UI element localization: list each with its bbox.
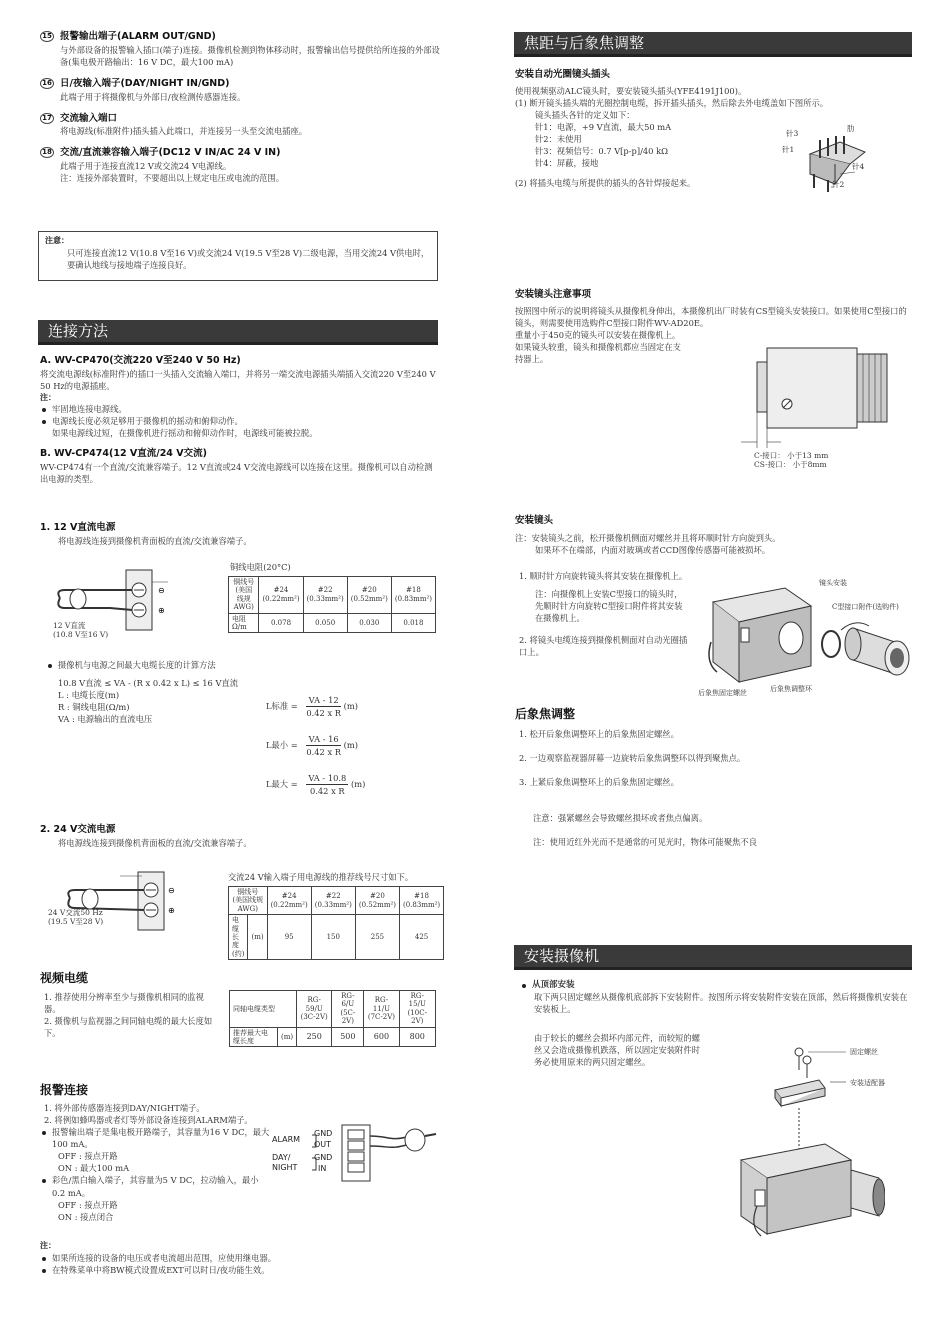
bullet-sub: OFF : 接点开路 bbox=[58, 1199, 118, 1210]
svg-text:⊖: ⊖ bbox=[158, 586, 165, 595]
alarm-section bbox=[40, 1082, 270, 1223]
list-item: 3. 上紧后象焦调整环上的后象焦固定螺丝。 bbox=[519, 777, 679, 788]
table-unit: (m) bbox=[248, 915, 267, 960]
formula-lhs: L标准 = bbox=[266, 701, 298, 712]
dc-voltage-label: 12 V直流 bbox=[53, 621, 86, 630]
formula-unit: (m) bbox=[350, 779, 366, 790]
list-item: 2. 将镜头电缆连接到摄像机侧面对自动光圈插口上。 bbox=[519, 635, 688, 658]
table-header: #18 (0.83mm²) bbox=[391, 577, 435, 614]
resistance-table bbox=[228, 576, 436, 633]
table-cell: 95 bbox=[267, 915, 311, 960]
pin-def: 针1：电源，+9 V直流，最大50 mA bbox=[535, 121, 672, 132]
table-row-header: 电缆长度 (约) bbox=[229, 915, 248, 960]
list-item: 2. 摄像机与监视器之间同轴电缆的最大长度如下。 bbox=[44, 1016, 213, 1039]
coax-table bbox=[229, 990, 436, 1047]
note-cont: 如果环不在端部，内面对玻璃或者CCD图像传感器可能被损坏。 bbox=[535, 544, 771, 555]
plug-label-pin1: 针1 bbox=[782, 145, 795, 154]
table-cell: 255 bbox=[355, 915, 399, 960]
svg-text:⊕: ⊕ bbox=[158, 606, 165, 615]
label-fix-screw: 固定螺丝 bbox=[850, 1048, 878, 1056]
bullet-item: 报警输出端子是集电极开路端子，其容量为16 V DC，最大100 mA。 bbox=[40, 1126, 270, 1150]
list-item: 1. 顺时针方向旋转镜头将其安装在摄像机上。 bbox=[519, 571, 688, 581]
terminal-title: 交流输入端口 bbox=[60, 112, 118, 124]
alarm-label: ALARM bbox=[272, 1135, 301, 1144]
table-header: 铜线号 (美国线规AWG) bbox=[229, 887, 268, 915]
dc-range-label: (10.8 V至16 V) bbox=[53, 630, 109, 639]
section-title: 报警连接 bbox=[40, 1083, 89, 1097]
table-cell: 425 bbox=[400, 915, 444, 960]
terminal-title: 交流/直流兼容输入端子(DC12 V IN/AC 24 V IN) bbox=[60, 147, 281, 159]
note: 注：使用近红外光而不是通常的可见光时，物体可能聚焦不良 bbox=[533, 837, 758, 848]
list-item: (1) 断开镜头插头端的光圈控制电缆，拆开插头插头，然后除去外电缆盖如下图所示。 bbox=[515, 97, 829, 108]
label-lens: 镜头安装 bbox=[819, 579, 847, 587]
paragraph: WV-CP474有一个直流/交流兼容端子。12 V直流或24 V交流电源线可以连接在这里。摄像机可以自动检测出电源的类型。 bbox=[40, 462, 433, 485]
section-title: 视频电缆 bbox=[40, 971, 89, 985]
formula-unit: (m) bbox=[343, 701, 359, 712]
terminal-title: 报警输出端子(ALARM OUT/GND) bbox=[60, 31, 216, 42]
lens-mount-diagram bbox=[705, 582, 915, 692]
terminal-item-15 bbox=[40, 30, 440, 68]
dc-power bbox=[40, 521, 440, 547]
paragraph: 由于较长的螺丝会损坏内部元件，而较短的螺丝又会造成摄像机跌落，所以固定安装附件时务必使用原来的两只固定螺丝。 bbox=[534, 1033, 700, 1068]
legend-line: VA : 电源输出的直流电压 bbox=[58, 714, 153, 725]
paragraph: 将交流电源线(标准附件)的插口一头插入交流输入端口，并将另一端交流电源插头端插入交流220 V至240 V 50 Hz的电源插座。 bbox=[40, 368, 436, 391]
denominator: 0.42 x R bbox=[306, 708, 342, 719]
gnd-label: GND bbox=[314, 1129, 333, 1138]
denominator: 0.42 x R bbox=[309, 786, 345, 797]
bullet-cont: 如果电源线过短，在摄像机进行摇动和俯仰动作时，电源线可能被拉脱。 bbox=[52, 428, 318, 439]
table-header: #22 (0.33mm²) bbox=[303, 577, 347, 614]
plug-label-shell: 肋 bbox=[847, 124, 855, 133]
list-item: 1. 将外部传感器连接到DAY/NIGHT端子。 bbox=[44, 1103, 205, 1114]
table-cell: 800 bbox=[399, 1027, 435, 1047]
bullet-item: 电源线长度必须足够用于摄像机的摇动和俯仰动作。 bbox=[40, 415, 440, 427]
connect-section bbox=[40, 354, 440, 485]
label-cmount: C型接口附件(选购件) bbox=[832, 603, 899, 611]
plug-label-pin3: 针3 bbox=[786, 129, 799, 138]
lens-mount-section bbox=[515, 514, 915, 556]
terminal-title: 日/夜输入端子(DAY/NIGHT IN/GND) bbox=[60, 77, 230, 89]
legend-line: L : 电缆长度(m) bbox=[58, 690, 120, 701]
table-caption: 铜线电阻(20°C) bbox=[230, 562, 291, 572]
backfocus-section bbox=[515, 706, 915, 848]
pin-def: 针4：屏蔽，接地 bbox=[535, 157, 599, 168]
camera-side-diagram bbox=[735, 342, 895, 452]
plug-label-pin2: 针2 bbox=[832, 180, 845, 189]
night-label: NIGHT bbox=[272, 1163, 298, 1172]
label-adapter: 安装适配器 bbox=[850, 1079, 885, 1087]
subsection-title: A. WV-CP470(交流220 V至240 V 50 Hz) bbox=[40, 355, 241, 366]
table-header: RG-15/U (10C-2V) bbox=[399, 991, 435, 1028]
circled-number: 16 bbox=[40, 78, 54, 89]
paragraph: 按照图中所示的说明将镜头从摄像机身伸出，本摄像机出厂时装有CS型镜头安装接口。如果使用C型接口的镜头，则需要使用选购件C型接口附件WV-AD20E。 bbox=[515, 305, 907, 328]
ac-power bbox=[40, 823, 440, 849]
paragraph: 重量小于450克的镜头可以安装在摄像机上。如果镜头较重，镜头和摄像机都应当固定在支持器上。 bbox=[515, 329, 681, 364]
lens-mount-steps bbox=[519, 570, 689, 658]
svg-text:⊕: ⊕ bbox=[168, 906, 175, 915]
dc-label bbox=[53, 621, 108, 639]
circled-number: 18 bbox=[40, 147, 54, 158]
section-header-install: 安装摄像机 bbox=[514, 945, 912, 970]
subsection-title: 1. 12 V直流电源 bbox=[40, 522, 116, 533]
table-header: 铜线号 (美国线规AWG) bbox=[229, 577, 259, 614]
list-item: 2. 一边观察监视器屏幕一边旋转后象焦调整环以得到聚焦点。 bbox=[519, 753, 746, 764]
table-caption: 交流24 V输入端子用电源线的推荐线号尺寸如下。 bbox=[228, 872, 414, 882]
bullet-sub: ON : 接点闭合 bbox=[58, 1211, 114, 1222]
table-header: RG-11/U (7C-2V) bbox=[364, 991, 399, 1028]
table-cell: 150 bbox=[311, 915, 355, 960]
terminal-desc: 此端子用于将摄像机与外部日/夜检测传感器连接。 bbox=[60, 91, 246, 102]
paragraph: 将电源线连接到摄像机背面板的直流/交流兼容端子。 bbox=[58, 837, 252, 848]
numerator: VA - 16 bbox=[306, 733, 341, 746]
plug-label-pin4: 针4 bbox=[852, 162, 865, 171]
bullet-item: 摄像机与电源之间最大电缆长度的计算方法 bbox=[46, 659, 446, 671]
in-label: IN bbox=[318, 1164, 327, 1173]
table-header: #20 (0.52mm²) bbox=[355, 887, 399, 915]
install-section bbox=[520, 979, 915, 1015]
table-header: RG-59/U (3C-2V) bbox=[297, 991, 332, 1028]
terminal-desc: 与外部设备的报警输入插口(端子)连接。摄像机检测到物体移动时，报警输出信号提供给所连接的外部设备(集电极开路输出：16 V DC，最大100 mA) bbox=[60, 44, 440, 67]
formula-lhs: L最小 = bbox=[266, 740, 298, 751]
numerator: VA - 10.8 bbox=[306, 772, 348, 785]
circled-number: 15 bbox=[40, 31, 54, 42]
label-adjust-ring: 后象焦调整环 bbox=[770, 685, 812, 693]
table-cell: 500 bbox=[332, 1027, 364, 1047]
paragraph: 取下两只固定螺丝从摄像机底部拆下安装附件。按图所示将安装附件安装在顶部，然后将摄像机安装在安装板上。 bbox=[534, 992, 908, 1015]
table-header: #18 (0.83mm²) bbox=[400, 887, 444, 915]
table-row-header: 推荐最大电缆长度 bbox=[230, 1027, 278, 1047]
cs-mount-dim: CS-接口： 小于8mm bbox=[754, 459, 827, 469]
table-cell: 250 bbox=[297, 1027, 332, 1047]
bullet-item: 如果所连接的设备的电压或者电流超出范围，应使用继电器。 bbox=[40, 1252, 440, 1264]
legend-line: R : 铜线电阻(Ω/m) bbox=[58, 702, 130, 713]
bullet-item: 彩色/黑白输入端子，其容量为5 V DC，拉动输入，最小0.2 mA。 bbox=[40, 1174, 270, 1198]
terminal-item-18 bbox=[40, 146, 440, 184]
note: 注：安装镜头之前，松开摄像机侧面对螺丝并且将环顺时针方向旋到头。 bbox=[515, 532, 781, 543]
ac-cable-table bbox=[228, 886, 444, 960]
bullet-item: 在特殊菜单中将BW模式设置成EXT可以时日/夜功能生效。 bbox=[40, 1264, 440, 1276]
subsection-title: 2. 24 V交流电源 bbox=[40, 824, 116, 835]
svg-text:⊖: ⊖ bbox=[168, 886, 175, 895]
caution-label: 注意： bbox=[45, 236, 69, 245]
paragraph: 使用视频驱动ALC镜头时，要安装镜头插头(YFE4191J100)。 bbox=[515, 85, 747, 96]
ac-voltage-label: 24 V交流50 Hz bbox=[48, 908, 103, 917]
table-header: #22 (0.33mm²) bbox=[311, 887, 355, 915]
install-leader-lines bbox=[800, 1046, 850, 1086]
table-cell: 0.018 bbox=[391, 613, 435, 633]
denominator: 0.42 x R bbox=[306, 747, 342, 758]
terminal-desc: 此端子用于连接直流12 V或交流24 V电源线。 bbox=[60, 161, 232, 172]
alarm-notes bbox=[40, 1240, 440, 1276]
video-section bbox=[40, 970, 220, 1039]
table-header: #24 (0.22mm²) bbox=[267, 887, 311, 915]
subsection-title: 后象焦调整 bbox=[515, 707, 576, 721]
bullet-title: 从顶部安装 bbox=[520, 979, 915, 991]
paragraph: 将电源线连接到摄像机背面板的直流/交流兼容端子。 bbox=[58, 535, 252, 546]
formula-unit: (m) bbox=[343, 740, 359, 751]
note-label: 注： bbox=[40, 392, 56, 402]
note-label: 注： bbox=[40, 1241, 56, 1250]
list-note: 注：向摄像机上安装C型接口的镜头时，先顺时针方向旋转C型接口附件将其安装在摄像机上。 bbox=[535, 589, 683, 624]
section-header-connect: 连接方法 bbox=[38, 320, 438, 345]
table-header: #20 (0.52mm²) bbox=[347, 577, 391, 614]
alarm-terminal-diagram bbox=[310, 1122, 440, 1184]
table-cell: 600 bbox=[364, 1027, 399, 1047]
caution: 注意：强紧螺丝会导致螺丝损坏或者焦点偏离。 bbox=[533, 813, 708, 824]
circled-number: 17 bbox=[40, 113, 54, 124]
terminal-note: 注：连接外部装置时，不要超出以上规定电压或电流的范围。 bbox=[60, 173, 285, 184]
formula-max bbox=[266, 772, 365, 797]
formula-min bbox=[266, 733, 358, 758]
table-cell: 0.078 bbox=[259, 613, 303, 633]
formula-lhs: L最大 = bbox=[266, 779, 298, 790]
calc-section bbox=[46, 659, 446, 725]
table-row-header: 电阻 Ω/m bbox=[229, 613, 259, 633]
subsection-title: 安装自动光圈镜头插头 bbox=[515, 69, 611, 80]
terminal-item-16 bbox=[40, 77, 440, 103]
terminal-desc: 将电源线(标准附件)插头插入此端口，并连接另一头至交流电插座。 bbox=[60, 126, 308, 137]
formula-line: 10.8 V直流 ≤ VA - (R x 0.42 x L) ≤ 16 V直流 bbox=[58, 678, 239, 689]
caution-box bbox=[38, 231, 438, 281]
subsection-title: 安装镜头注意事项 bbox=[515, 289, 592, 300]
mount-dimensions bbox=[754, 452, 828, 469]
table-header: 同轴电缆类型 bbox=[230, 991, 297, 1028]
paragraph: 镜头插头各针的定义如下： bbox=[535, 109, 635, 120]
bullet-item: 牢固地连接电源线。 bbox=[40, 403, 440, 415]
c-mount-dim: C-接口： 小于13 mm bbox=[754, 451, 829, 460]
caution-text: 只可连接直流12 V(10.8 V至16 V)或交流24 V(19.5 V至28 V)二级电源，当用交流24 V供电时，要确认地线与接地端子连接良好。 bbox=[67, 247, 430, 270]
ac-label bbox=[48, 908, 103, 926]
daynight-label: DAY/ bbox=[272, 1153, 291, 1162]
list-item: 1. 推荐使用分辨率至少与摄像机相同的监视器。 bbox=[44, 992, 204, 1015]
table-header: #24 (0.22mm²) bbox=[259, 577, 303, 614]
table-cell: 0.050 bbox=[303, 613, 347, 633]
table-header: RG-6/U (5C-2V) bbox=[332, 991, 364, 1028]
list-item: 1. 松开后象焦调整环上的后象焦固定螺丝。 bbox=[519, 729, 679, 740]
pin-def: 针2：未使用 bbox=[535, 133, 582, 144]
subsection-title: 安装镜头 bbox=[515, 515, 554, 526]
table-cell: 0.030 bbox=[347, 613, 391, 633]
formula-standard bbox=[266, 694, 358, 719]
subsection-title: B. WV-CP474(12 V直流/24 V交流) bbox=[40, 448, 207, 460]
bullet-sub: OFF : 接点开路 bbox=[58, 1151, 118, 1162]
gnd-label: GND bbox=[314, 1153, 333, 1162]
pin-def: 针3：视频信号：0.7 V[p-p]/40 kΩ bbox=[535, 145, 668, 156]
bullet-sub: ON : 最大100 mA bbox=[58, 1163, 130, 1174]
list-item: (2) 将插头电缆与所提供的插头的各针焊接起来。 bbox=[515, 177, 696, 188]
list-item: 2. 将例如蜂鸣器或者灯等外部设备连接到ALARM端子。 bbox=[44, 1115, 253, 1126]
numerator: VA - 12 bbox=[306, 694, 341, 707]
table-unit: (m) bbox=[278, 1027, 297, 1047]
terminal-list bbox=[40, 30, 440, 184]
label-fix-screw: 后象焦固定螺丝 bbox=[698, 689, 747, 697]
ac-range-label: (19.5 V至28 V) bbox=[48, 917, 104, 926]
ac-wiring-diagram bbox=[60, 868, 180, 938]
section-header-focus: 焦距与后象焦调整 bbox=[514, 32, 912, 57]
out-label: OUT bbox=[314, 1140, 332, 1149]
terminal-item-17 bbox=[40, 112, 440, 138]
